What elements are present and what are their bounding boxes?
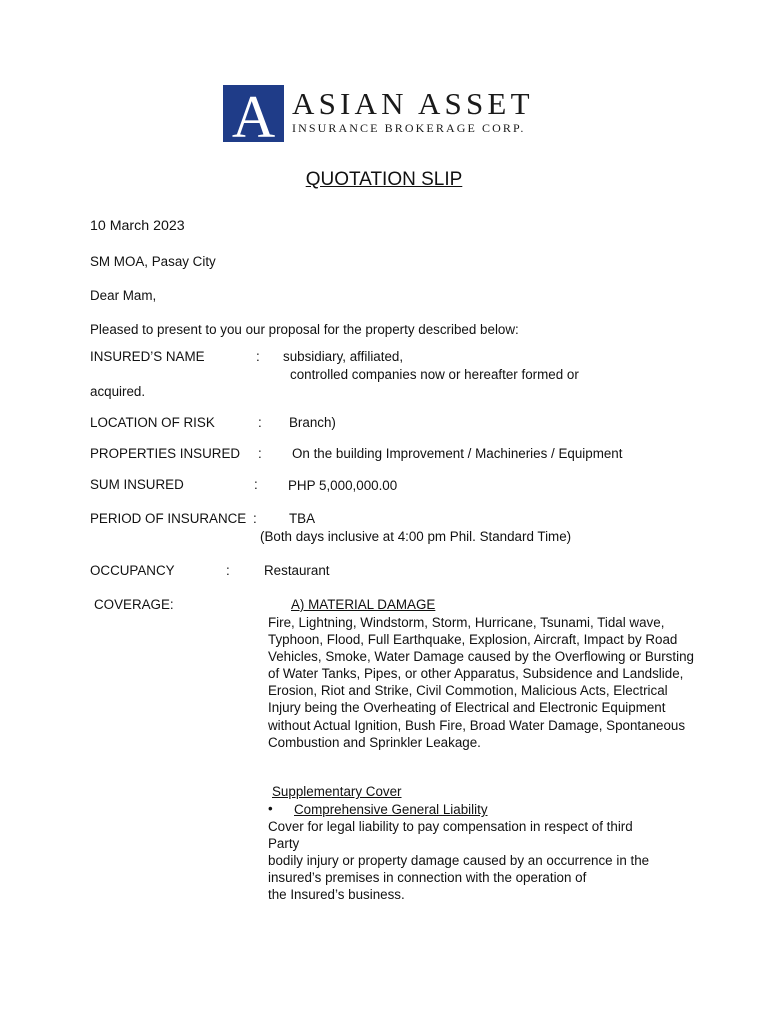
recipient-address: SM MOA, Pasay City <box>90 254 216 269</box>
insured-name-value-2: controlled companies now or hereafter formed or <box>290 367 579 382</box>
sum-insured-sep: : <box>254 477 258 492</box>
cgl-heading: Comprehensive General Liability <box>294 802 488 817</box>
cgl-text-5: the Insured’s business. <box>268 887 405 902</box>
properties-value: On the building Improvement / Machineries / Equipment <box>292 446 623 461</box>
cgl-text-3: bodily injury or property damage caused by an occurrence in the <box>268 853 650 868</box>
bullet-icon: • <box>268 801 273 816</box>
occupancy-label: OCCUPANCY <box>90 563 175 578</box>
location-label: LOCATION OF RISK <box>90 415 215 430</box>
material-damage-perils: Fire, Lightning, Windstorm, Storm, Hurricane, Tsunami, Tidal wave, Typhoon, Flood, Full Earthquake, Explosion, Aircraft, Impact by Road Vehicles, Smoke, Water Damage caused by the Overflowing or Bursting of Water Tanks, Pipes, or other Apparatus, Subsidence and Landslide, Erosion, Riot and Strike, Civil Commotion, Malicious Acts, Electrical Injury being the Overheating of Electrical and Electronic Equipment without Actual Ignition, Bush Fire, Broad Water Damage, Spontaneous Combustion and Sprinkler Leakage. <box>268 615 694 750</box>
company-subtitle: INSURANCE BROKERAGE CORP. <box>292 121 526 135</box>
salutation: Dear Mam, <box>90 288 157 303</box>
cgl-text-1: Cover for legal liability to pay compensation in respect of third <box>268 819 633 834</box>
company-logo-mark <box>223 85 284 142</box>
location-value: Branch) <box>289 415 336 430</box>
properties-label: PROPERTIES INSURED <box>90 446 241 461</box>
sum-insured-value: PHP 5,000,000.00 <box>288 478 398 493</box>
material-damage-heading: A) MATERIAL DAMAGE <box>291 597 436 612</box>
occupancy-value: Restaurant <box>264 563 330 578</box>
period-note: (Both days inclusive at 4:00 pm Phil. Standard Time) <box>260 529 572 544</box>
insured-name-value-1: subsidiary, affiliated, <box>283 349 404 364</box>
insured-name-value-3: acquired. <box>90 384 146 399</box>
cgl-text-4: insured’s premises in connection with the operation of <box>268 870 587 885</box>
location-sep: : <box>258 415 262 430</box>
properties-sep: : <box>258 446 262 461</box>
occupancy-sep: : <box>226 563 230 578</box>
insured-name-sep: : <box>256 349 260 364</box>
insured-name-label: INSURED’S NAME <box>90 349 205 364</box>
period-label: PERIOD OF INSURANCE <box>90 511 247 526</box>
company-name: ASIAN ASSET <box>292 86 534 121</box>
period-sep: : <box>253 511 257 526</box>
coverage-label: COVERAGE: <box>94 597 174 612</box>
supplementary-cover-heading: Supplementary Cover <box>272 784 402 799</box>
sum-insured-label: SUM INSURED <box>90 477 184 492</box>
page-title: QUOTATION SLIP <box>305 169 463 190</box>
period-value: TBA <box>289 511 316 526</box>
letter-date: 10 March 2023 <box>90 218 185 234</box>
cgl-text-2: Party <box>268 836 300 851</box>
intro-text: Pleased to present to you our proposal for the property described below: <box>90 322 519 337</box>
logo-letter: A <box>231 85 276 142</box>
